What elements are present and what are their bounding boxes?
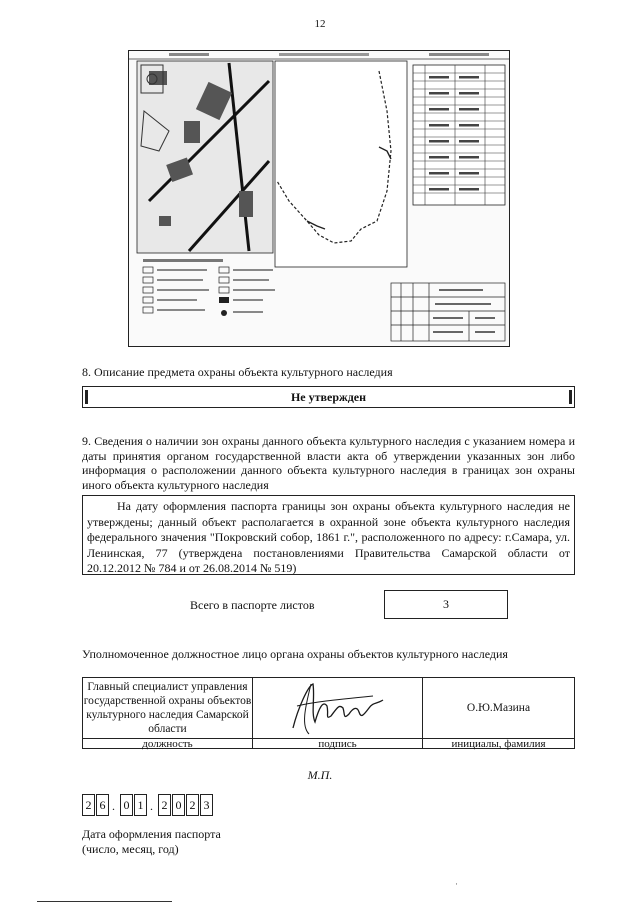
- date-digit: 2: [82, 794, 95, 816]
- official-heading: Уполномоченное должностное лицо органа охраны объектов культурного наследия: [82, 647, 508, 661]
- date-digit: 0: [172, 794, 185, 816]
- scan-mark: ·: [455, 879, 458, 889]
- date-digit: 2: [186, 794, 199, 816]
- map-drawing: [129, 51, 509, 346]
- caption-position: должность: [83, 738, 253, 749]
- map-legend: [143, 259, 275, 316]
- signature-cell: [253, 678, 423, 738]
- signature-table: [82, 677, 575, 749]
- date-digit: 1: [134, 794, 147, 816]
- caption-name: инициалы, фамилия: [423, 738, 574, 750]
- date-digit: 2: [158, 794, 171, 816]
- coordinates-table: [413, 65, 505, 205]
- section8-status-box: Не утвержден: [82, 386, 575, 408]
- sheets-label: Всего в паспорте листов: [190, 598, 315, 612]
- map-plate: [128, 50, 510, 347]
- sheets-count: 3: [384, 590, 508, 619]
- date-label: [82, 827, 221, 857]
- page-number: 12: [314, 18, 326, 30]
- caption-signature: подпись: [253, 738, 423, 749]
- date-label-line1: Дата оформления паспорта: [82, 827, 221, 841]
- date-digit: 6: [96, 794, 109, 816]
- section9-zones-box: На дату оформления паспорта границы зон охраны объекта культурного наследия не утверждены; данный объект располагается в охранной зоне объекта культурного наследия федерального значения "Покровский собор, 1861 г.", расположенного по адресу: г.Самара, ул. Ленинская, 77 (утверждена постановлениями Правительства Самарской области от 20.12.2012 № 784 и от 26.08.2014 № 519): [82, 495, 575, 575]
- handwritten-signature: [253, 678, 423, 738]
- section8-heading: 8. Описание предмета охраны объекта культурного наследия: [82, 365, 393, 379]
- date-label-line2: (число, месяц, год): [82, 842, 179, 856]
- footnote-divider: [37, 901, 172, 902]
- stamp-label: М.П.: [307, 768, 333, 782]
- official-position: Главный специалист управления государственной охраны объектов культурного наследия Самарской области: [83, 678, 253, 738]
- date-digit: 0: [120, 794, 133, 816]
- section9-heading: 9. Сведения о наличии зон охраны данного объекта культурного наследия с указанием номера и даты принятия органом государственной власти акта об утверждении указанных зон либо информация о расположении данного объекта культурного наследия в границах зон охраны иного объекта культурного наследия: [82, 434, 575, 492]
- date-digit: 3: [200, 794, 213, 816]
- official-name: О.Ю.Мазина: [466, 702, 531, 714]
